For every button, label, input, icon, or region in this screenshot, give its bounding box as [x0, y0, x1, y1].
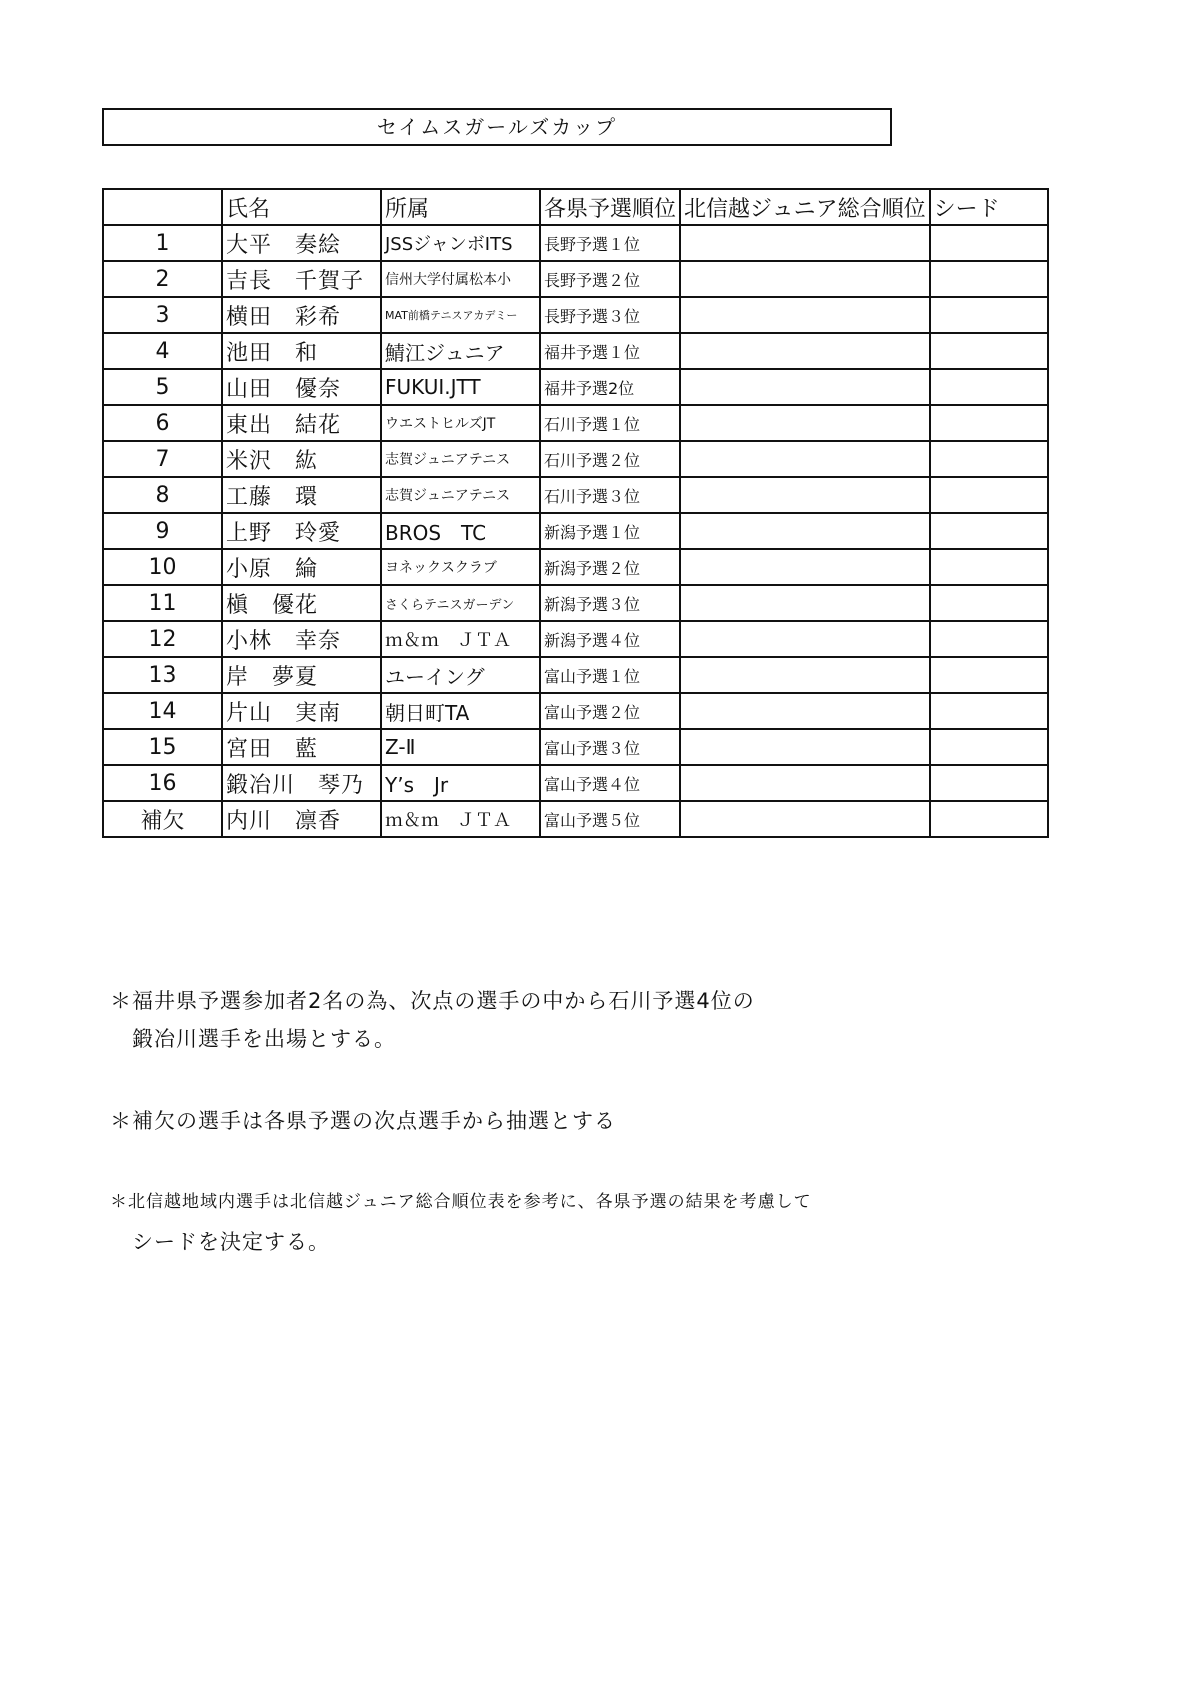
row-name: 鍛冶川 琴乃 [222, 765, 381, 801]
header-seed: シード [930, 189, 1048, 225]
row-club: 朝日町TA [381, 693, 540, 729]
row-no: 12 [103, 621, 222, 657]
row-pref-rank: 石川予選３位 [540, 477, 680, 513]
row-pref-rank: 石川予選２位 [540, 441, 680, 477]
row-club: FUKUI.JTT [381, 369, 540, 405]
table-row [103, 585, 1048, 621]
header-club: 所属 [381, 189, 540, 225]
row-seed [930, 549, 1048, 585]
row-pref-rank: 富山予選１位 [540, 657, 680, 693]
row-seed [930, 693, 1048, 729]
row-club: 信州大学付属松本小 [381, 261, 540, 297]
row-seed [930, 585, 1048, 621]
row-no: 7 [103, 441, 222, 477]
row-pref-rank: 富山予選３位 [540, 729, 680, 765]
row-seed [930, 621, 1048, 657]
row-no: 15 [103, 729, 222, 765]
row-club: 鯖江ジュニア [381, 333, 540, 369]
row-pref-rank: 新潟予選１位 [540, 513, 680, 549]
note-qualifier [110, 982, 755, 1058]
row-name: 小林 幸奈 [222, 621, 381, 657]
row-hokushinetsu-rank [680, 297, 930, 333]
row-name: 宮田 藍 [222, 729, 381, 765]
row-hokushinetsu-rank [680, 549, 930, 585]
table-row [103, 657, 1048, 693]
row-hokushinetsu-rank [680, 369, 930, 405]
row-hokushinetsu-rank [680, 441, 930, 477]
header-pref-rank: 各県予選順位 [540, 189, 680, 225]
row-no: 16 [103, 765, 222, 801]
row-pref-rank: 福井予選2位 [540, 369, 680, 405]
row-pref-rank: 富山予選４位 [540, 765, 680, 801]
row-pref-rank: 福井予選１位 [540, 333, 680, 369]
row-no: 3 [103, 297, 222, 333]
row-no: 8 [103, 477, 222, 513]
row-name: 東出 結花 [222, 405, 381, 441]
row-hokushinetsu-rank [680, 261, 930, 297]
row-hokushinetsu-rank [680, 225, 930, 261]
table-row [103, 513, 1048, 549]
note-qualifier-line2: 鍛冶川選手を出場とする。 [132, 1027, 396, 1051]
roster-table [102, 188, 1049, 838]
row-pref-rank: 新潟予選４位 [540, 621, 680, 657]
row-name: 大平 奏絵 [222, 225, 381, 261]
row-seed [930, 333, 1048, 369]
row-hokushinetsu-rank [680, 405, 930, 441]
row-name: 吉長 千賀子 [222, 261, 381, 297]
note-seeding-line1: ＊北信越地域内選手は北信越ジュニア総合順位表を参考に、各県予選の結果を考慮して [110, 1192, 812, 1212]
row-hokushinetsu-rank [680, 513, 930, 549]
row-name: 片山 実南 [222, 693, 381, 729]
row-no: 5 [103, 369, 222, 405]
table-row [103, 621, 1048, 657]
table-row [103, 549, 1048, 585]
header-hokushinetsu-rank: 北信越ジュニア総合順位 [680, 189, 930, 225]
row-hokushinetsu-rank [680, 657, 930, 693]
table-row [103, 333, 1048, 369]
row-name: 上野 玲愛 [222, 513, 381, 549]
row-club: BROS TC [381, 513, 540, 549]
row-no: 11 [103, 585, 222, 621]
row-no: 13 [103, 657, 222, 693]
row-club: ｍ＆ｍ ＪＴＡ [381, 801, 540, 837]
row-pref-rank: 石川予選１位 [540, 405, 680, 441]
row-hokushinetsu-rank [680, 477, 930, 513]
table-row [103, 693, 1048, 729]
row-no: 1 [103, 225, 222, 261]
note-substitute-text: ＊補欠の選手は各県予選の次点選手から抽選とする [110, 1109, 616, 1133]
row-name: 小原 綸 [222, 549, 381, 585]
row-club: 志賀ジュニアテニス [381, 441, 540, 477]
row-name: 槇 優花 [222, 585, 381, 621]
row-hokushinetsu-rank [680, 621, 930, 657]
row-no: 10 [103, 549, 222, 585]
table-row [103, 801, 1048, 837]
row-name: 横田 彩希 [222, 297, 381, 333]
row-club: Y’s Jr [381, 765, 540, 801]
row-club: ヨネックスクラブ [381, 549, 540, 585]
header-name: 氏名 [222, 189, 381, 225]
row-seed [930, 225, 1048, 261]
table-row [103, 441, 1048, 477]
row-hokushinetsu-rank [680, 693, 930, 729]
row-no: 2 [103, 261, 222, 297]
row-no: 補欠 [103, 801, 222, 837]
row-seed [930, 729, 1048, 765]
row-seed [930, 297, 1048, 333]
row-hokushinetsu-rank [680, 333, 930, 369]
row-club: さくらテニスガーデン [381, 585, 540, 621]
row-name: 山田 優奈 [222, 369, 381, 405]
row-club: ｍ＆ｍ ＪＴＡ [381, 621, 540, 657]
row-club: MAT前橋テニスアカデミー [381, 297, 540, 333]
row-pref-rank: 長野予選１位 [540, 225, 680, 261]
note-seeding-line2: シードを決定する。 [132, 1230, 330, 1254]
row-seed [930, 261, 1048, 297]
row-no: 9 [103, 513, 222, 549]
page-title: セイムスガールズカップ [102, 108, 892, 146]
row-pref-rank: 富山予選２位 [540, 693, 680, 729]
table-row [103, 729, 1048, 765]
table-row [103, 765, 1048, 801]
table-row [103, 369, 1048, 405]
row-seed [930, 801, 1048, 837]
note-substitute [110, 1102, 616, 1140]
row-club: ウエストヒルズJT [381, 405, 540, 441]
row-hokushinetsu-rank [680, 765, 930, 801]
row-no: 14 [103, 693, 222, 729]
table-row [103, 261, 1048, 297]
row-name: 岸 夢夏 [222, 657, 381, 693]
row-club: ユーイング [381, 657, 540, 693]
row-no: 4 [103, 333, 222, 369]
row-pref-rank: 長野予選２位 [540, 261, 680, 297]
row-no: 6 [103, 405, 222, 441]
header-no [103, 189, 222, 225]
row-name: 池田 和 [222, 333, 381, 369]
row-name: 内川 凛香 [222, 801, 381, 837]
row-pref-rank: 新潟予選２位 [540, 549, 680, 585]
row-hokushinetsu-rank [680, 585, 930, 621]
row-name: 米沢 紘 [222, 441, 381, 477]
row-club: JSSジャンボITS [381, 225, 540, 261]
row-seed [930, 477, 1048, 513]
table-row [103, 477, 1048, 513]
table-row [103, 297, 1048, 333]
table-row [103, 225, 1048, 261]
row-hokushinetsu-rank [680, 801, 930, 837]
row-pref-rank: 富山予選５位 [540, 801, 680, 837]
row-seed [930, 765, 1048, 801]
table-header-row [103, 189, 1048, 225]
row-seed [930, 441, 1048, 477]
row-seed [930, 657, 1048, 693]
row-club: 志賀ジュニアテニス [381, 477, 540, 513]
row-pref-rank: 長野予選３位 [540, 297, 680, 333]
row-pref-rank: 新潟予選３位 [540, 585, 680, 621]
row-seed [930, 405, 1048, 441]
note-seeding [110, 1182, 812, 1262]
row-seed [930, 513, 1048, 549]
row-name: 工藤 環 [222, 477, 381, 513]
row-club: Z-Ⅱ [381, 729, 540, 765]
note-qualifier-line1: ＊福井県予選参加者2名の為、次点の選手の中から石川予選4位の [110, 989, 755, 1013]
row-seed [930, 369, 1048, 405]
row-hokushinetsu-rank [680, 729, 930, 765]
table-row [103, 405, 1048, 441]
